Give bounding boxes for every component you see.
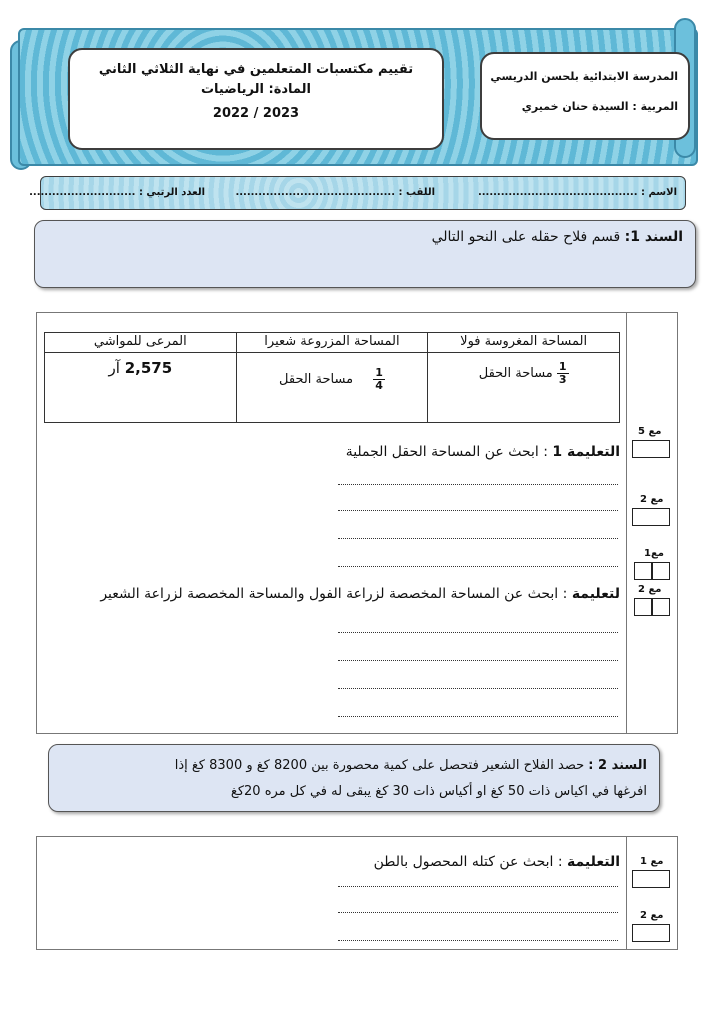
sanad-2-line-2: افرغها في اكياس ذات 50 كغ او أكياس ذات 30 كغ يبقى له في كل مره 20كغ <box>230 784 647 799</box>
score-box[interactable] <box>634 562 652 580</box>
score-column-divider <box>626 312 627 734</box>
school-year: 2023 / 2022 <box>212 106 300 121</box>
score-label: مع 2 <box>640 494 664 505</box>
exam-title-box <box>68 48 444 150</box>
rank-field[interactable]: العدد الرتبي : ............................ <box>29 187 205 198</box>
instruction-1-label: التعليمة 1 <box>552 444 620 460</box>
instruction-2 <box>100 586 620 602</box>
name-field[interactable]: الاسم : .......................................... <box>477 187 677 198</box>
table-header: المساحة المغروسة فولا <box>428 333 620 353</box>
answer-line[interactable] <box>338 688 618 689</box>
table-cell <box>236 353 428 423</box>
score-label: مع 2 <box>640 910 664 921</box>
score-box[interactable] <box>652 562 670 580</box>
score-label: مع 1 <box>640 856 664 867</box>
answer-line[interactable] <box>338 660 618 661</box>
score-box[interactable] <box>632 870 670 888</box>
table-header: المرعى للمواشي <box>45 333 237 353</box>
pasture-value: 2,575 <box>124 359 173 377</box>
answer-line[interactable] <box>338 716 618 717</box>
score-column-divider <box>626 836 627 950</box>
score-box[interactable] <box>632 440 670 458</box>
score-box[interactable] <box>632 924 670 942</box>
student-info-bar <box>29 176 686 210</box>
answer-line[interactable] <box>338 510 618 511</box>
score-label: مع 5 <box>638 426 662 437</box>
instruction-3 <box>374 854 620 870</box>
answer-line[interactable] <box>338 912 618 913</box>
score-label: مع1 <box>644 548 664 559</box>
fraction: $\frac{1}{3}$ <box>558 360 567 386</box>
sanad-1-text: قسم فلاح حقله على النحو التالي <box>431 229 621 245</box>
instruction-3-text: : ابحث عن كتله المحصول بالطن <box>373 854 563 870</box>
sanad-2-label: السند 2 : <box>588 758 647 773</box>
table-cell <box>428 353 620 423</box>
teacher-name: المربية : السيدة حنان خميري <box>521 100 678 113</box>
answer-line[interactable] <box>338 566 618 567</box>
score-box[interactable] <box>632 508 670 526</box>
sanad-2-line-1: حصد الفلاح الشعير فتحصل على كمية محصورة بين 8200 كغ و 8300 كغ إذا <box>174 758 585 773</box>
table-cell <box>45 353 237 423</box>
cell-text: مساحة الحقل <box>279 372 354 387</box>
score-box[interactable] <box>634 598 652 616</box>
score-box[interactable] <box>652 598 670 616</box>
answer-line[interactable] <box>338 886 618 887</box>
cell-text: مساحة الحقل <box>478 366 553 381</box>
answer-line[interactable] <box>338 632 618 633</box>
instruction-3-label: التعليمة <box>567 854 620 870</box>
instruction-2-label: لتعليمة <box>571 586 620 602</box>
surname-field[interactable]: اللقب : .......................................... <box>235 187 435 198</box>
instruction-1-text: : ابحث عن المساحة الحقل الجملية <box>345 444 548 460</box>
subject-label: المادة: الرياضيات <box>200 82 311 97</box>
instruction-2-text: : ابحث عن المساحة المخصصة لزراعة الفول والمساحة المخصصة لزراعة الشعير <box>100 586 568 602</box>
sanad-2-box <box>48 744 660 812</box>
field-division-table <box>44 332 620 423</box>
answer-line[interactable] <box>338 538 618 539</box>
pasture-unit: آر <box>108 359 120 377</box>
answer-line[interactable] <box>338 940 618 941</box>
school-name: المدرسة الابتدائية بلحسن الدريسي <box>490 70 678 83</box>
answer-line[interactable] <box>338 484 618 485</box>
school-info-box <box>480 52 690 140</box>
sanad-1-label: السند 1: <box>624 229 683 245</box>
sanad-1-box <box>34 220 696 288</box>
fraction: $\frac{1}{4}$ <box>375 366 383 392</box>
score-label: مع 2 <box>638 584 662 595</box>
exam-title: تقييم مكتسبات المتعلمين في نهاية الثلاثي الثاني <box>98 62 414 77</box>
instruction-1 <box>346 444 620 460</box>
table-header: المساحة المزروعة شعيرا <box>236 333 428 353</box>
